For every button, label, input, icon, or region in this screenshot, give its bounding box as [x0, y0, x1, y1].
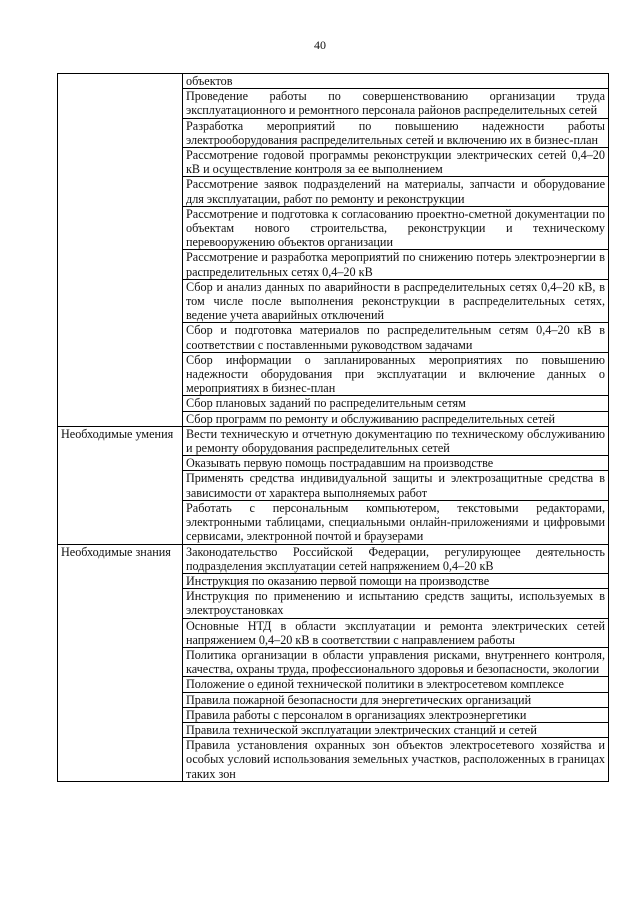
row-label-knowledge: Необходимые знания	[58, 544, 183, 781]
list-item: Сбор и анализ данных по аварийности в распределительных сетях 0,4–20 кВ, в том числе после выполнения реконструкции в распределительных сетях, ведение учета аварийных отключений	[183, 279, 609, 323]
list-item: Рассмотрение годовой программы реконструкции электрических сетей 0,4–20 кВ и осуществление контроля за ее выполнением	[183, 148, 609, 177]
list-item: Правила пожарной безопасности для энергетических организаций	[183, 692, 609, 707]
list-item: Политика организации в области управления рисками, внутреннего контроля, качества, охраны труда, профессионального здоровья и безопасности, экологии	[183, 647, 609, 676]
row-label-skills: Необходимые умения	[58, 426, 183, 544]
list-item: Проведение работы по совершенствованию организации труда эксплуатационного и ремонтного персонала районов распределительных сетей	[183, 89, 609, 118]
list-item: Сбор информации о запланированных мероприятиях по повышению надежности оборудования при эксплуатации и включение данных о мероприятиях в бизнес-план	[183, 352, 609, 396]
list-item: Оказывать первую помощь пострадавшим на производстве	[183, 456, 609, 471]
list-item: Законодательство Российской Федерации, регулирующее деятельность подразделения эксплуатации сетей напряжением 0,4–20 кВ	[183, 544, 609, 573]
list-item: Вести техническую и отчетную документацию по техническому обслуживанию и ремонту оборудования распределительных сетей	[183, 426, 609, 455]
list-item: Рассмотрение и подготовка к согласованию проектно-сметной документации по объектам нового строительства, реконструкции и техническому перевооружению объектов организации	[183, 206, 609, 250]
list-item: Сбор программ по ремонту и обслуживанию распределительных сетей	[183, 411, 609, 426]
list-item: Правила установления охранных зон объектов электросетевого хозяйства и особых условий использования земельных участков, расположенных в границах таких зон	[183, 738, 609, 782]
table-row	[58, 426, 609, 455]
table-row	[58, 74, 609, 89]
list-item: объектов	[183, 74, 609, 89]
list-item: Сбор плановых заданий по распределительным сетям	[183, 396, 609, 411]
list-item: Инструкция по применению и испытанию средств защиты, используемых в электроустановках	[183, 589, 609, 618]
list-item: Правила работы с персоналом в организациях электроэнергетики	[183, 707, 609, 722]
list-item: Применять средства индивидуальной защиты и электрозащитные средства в зависимости от характера выполняемых работ	[183, 471, 609, 500]
list-item: Инструкция по оказанию первой помощи на производстве	[183, 573, 609, 588]
list-item: Разработка мероприятий по повышению надежности работы электрооборудования распределительных сетей и включению их в бизнес-план	[183, 118, 609, 147]
list-item: Работать с персональным компьютером, текстовыми редакторами, электронными таблицами, специальными онлайн-приложениями и цифровыми сервисами, электронной почтой и браузерами	[183, 500, 609, 544]
list-item: Положение о единой технической политики в электросетевом комплексе	[183, 677, 609, 692]
list-item: Основные НТД в области эксплуатации и ремонта электрических сетей напряжением 0,4–20 кВ в соответствии с направлением работы	[183, 618, 609, 647]
row-label-empty	[58, 74, 183, 427]
list-item: Рассмотрение и разработка мероприятий по снижению потерь электроэнергии в распределительных сетях 0,4–20 кВ	[183, 250, 609, 279]
list-item: Рассмотрение заявок подразделений на материалы, запчасти и оборудование для эксплуатации, работ по ремонту и реконструкции	[183, 177, 609, 206]
list-item: Правила технической эксплуатации электрических станций и сетей	[183, 722, 609, 737]
table-row	[58, 544, 609, 573]
list-item: Сбор и подготовка материалов по распределительным сетям 0,4–20 кВ в соответствии с поставленными руководством задачами	[183, 323, 609, 352]
professional-standard-table	[57, 73, 609, 782]
page-number: 40	[314, 38, 326, 52]
